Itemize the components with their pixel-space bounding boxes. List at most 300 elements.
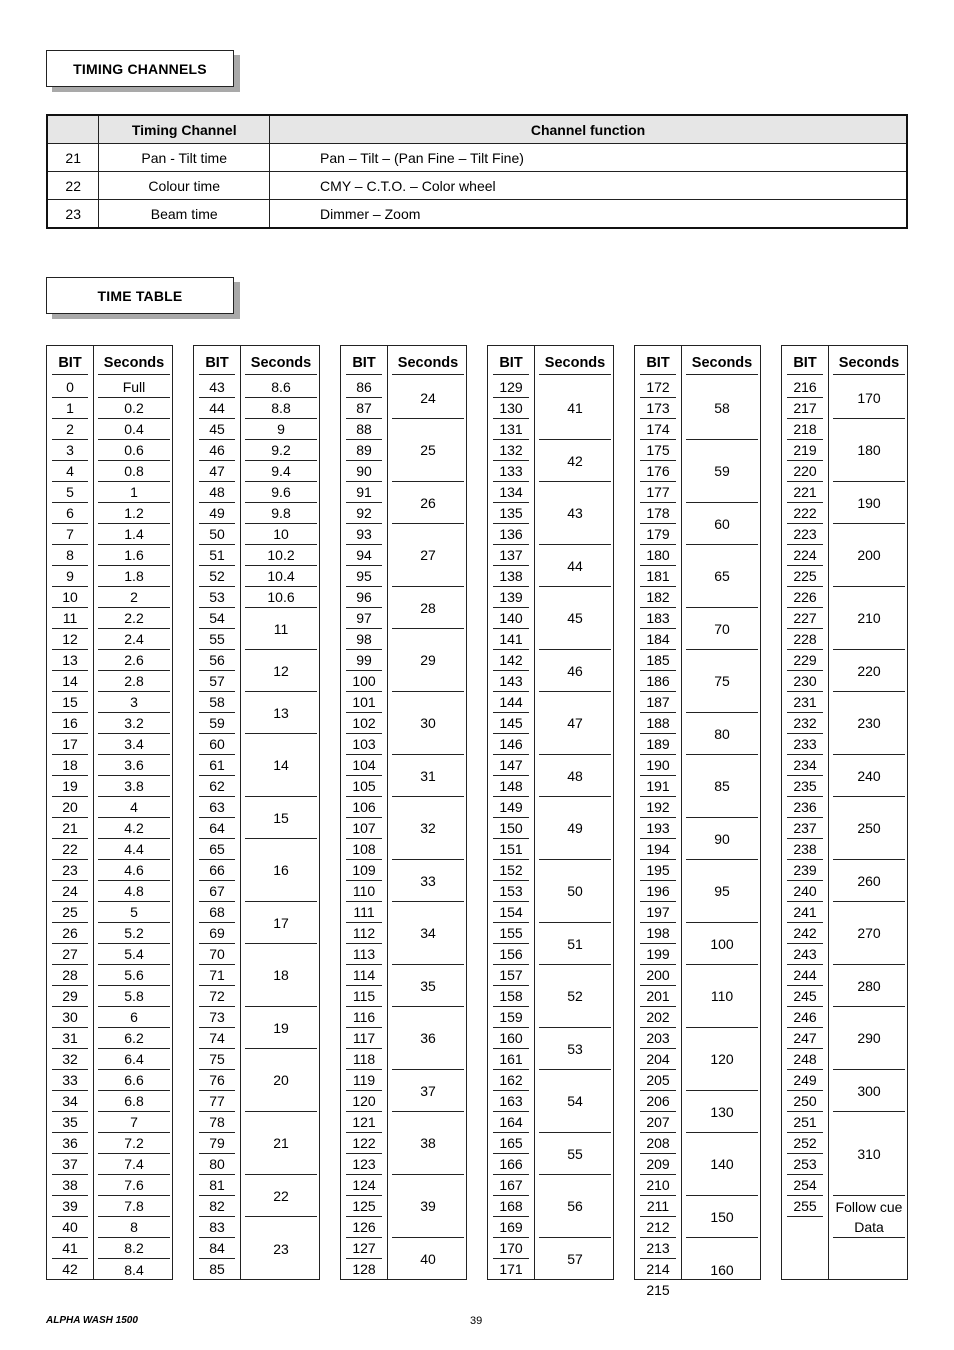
bit-value: 250 xyxy=(787,1091,823,1112)
bit-value: 7 xyxy=(52,524,88,545)
bit-value: 116 xyxy=(346,1007,382,1028)
seconds-value: 36 xyxy=(392,1007,464,1070)
bit-value: 218 xyxy=(787,419,823,440)
seconds-value: Follow cue Data xyxy=(833,1196,905,1238)
bit-value: 82 xyxy=(199,1196,235,1217)
bit-value: 123 xyxy=(346,1154,382,1175)
seconds-value: 24 xyxy=(392,377,464,419)
seconds-value: 38 xyxy=(392,1112,464,1175)
bit-value: 48 xyxy=(199,482,235,503)
bit-value: 238 xyxy=(787,839,823,860)
bit-value: 166 xyxy=(493,1154,529,1175)
bit-value: 47 xyxy=(199,461,235,482)
bit-value: 58 xyxy=(199,692,235,713)
bit-value: 42 xyxy=(62,1261,78,1277)
bit-value: 39 xyxy=(52,1196,88,1217)
header-rule xyxy=(245,374,317,375)
bit-value: 168 xyxy=(493,1196,529,1217)
bit-value: 102 xyxy=(346,713,382,734)
seconds-value: 7.4 xyxy=(98,1154,170,1175)
bit-value: 209 xyxy=(640,1154,676,1175)
bit-value: 84 xyxy=(199,1238,235,1259)
bit-value: 150 xyxy=(493,818,529,839)
seconds-value: 55 xyxy=(539,1133,611,1175)
bit-value: 100 xyxy=(346,671,382,692)
bit-value: 71 xyxy=(199,965,235,986)
bit-value: 177 xyxy=(640,482,676,503)
seconds-value: 250 xyxy=(833,797,905,860)
seconds-value: 30 xyxy=(392,692,464,755)
seconds-value: 35 xyxy=(392,965,464,1007)
seconds-value: 59 xyxy=(686,440,758,503)
bit-value: 219 xyxy=(787,440,823,461)
timing-channels-table xyxy=(46,114,908,229)
bit-value: 105 xyxy=(346,776,382,797)
seconds-value: 6.8 xyxy=(98,1091,170,1112)
timing-row-channel: Beam time xyxy=(99,200,270,229)
bit-value: 130 xyxy=(493,398,529,419)
timing-row-num: 23 xyxy=(47,200,99,229)
seconds-value: 210 xyxy=(833,587,905,650)
seconds-value: 4.4 xyxy=(98,839,170,860)
bit-value: 181 xyxy=(640,566,676,587)
seconds-value: 18 xyxy=(245,944,317,1007)
bit-value: 178 xyxy=(640,503,676,524)
bit-value: 3 xyxy=(52,440,88,461)
bit-value: 185 xyxy=(640,650,676,671)
bit-value: 121 xyxy=(346,1112,382,1133)
bit-value: 153 xyxy=(493,881,529,902)
header-rule xyxy=(346,374,382,375)
bit-value: 117 xyxy=(346,1028,382,1049)
bit-value: 149 xyxy=(493,797,529,818)
seconds-value: 44 xyxy=(539,545,611,587)
bit-value: 95 xyxy=(346,566,382,587)
bit-value: 5 xyxy=(52,482,88,503)
seconds-value: 0.6 xyxy=(98,440,170,461)
header-rule xyxy=(392,374,464,375)
bit-value: 112 xyxy=(346,923,382,944)
bit-value: 214 xyxy=(640,1259,676,1280)
bit-value: 134 xyxy=(493,482,529,503)
bit-value: 89 xyxy=(346,440,382,461)
seconds-value: 39 xyxy=(392,1175,464,1238)
header-rule xyxy=(199,374,235,375)
bit-value: 73 xyxy=(199,1007,235,1028)
seconds-value: 180 xyxy=(833,419,905,482)
bit-value: 49 xyxy=(199,503,235,524)
bit-value: 31 xyxy=(52,1028,88,1049)
bit-value: 201 xyxy=(640,986,676,1007)
bit-value: 241 xyxy=(787,902,823,923)
bit-value: 37 xyxy=(52,1154,88,1175)
bit-value: 207 xyxy=(640,1112,676,1133)
bit-value: 165 xyxy=(493,1133,529,1154)
seconds-value: 6.6 xyxy=(98,1070,170,1091)
seconds-value: 6 xyxy=(98,1007,170,1028)
header-rule xyxy=(640,374,676,375)
seconds-value: 0.8 xyxy=(98,461,170,482)
bit-value: 127 xyxy=(346,1238,382,1259)
bit-value: 76 xyxy=(199,1070,235,1091)
timing-header-num xyxy=(47,115,99,144)
bit-header: BIT xyxy=(646,355,670,371)
bit-value: 189 xyxy=(640,734,676,755)
bit-value: 10 xyxy=(52,587,88,608)
bit-value: 176 xyxy=(640,461,676,482)
seconds-value: 4.8 xyxy=(98,881,170,902)
bit-value: 53 xyxy=(199,587,235,608)
seconds-value: 12 xyxy=(245,650,317,692)
seconds-value: 53 xyxy=(539,1028,611,1070)
bit-value: 159 xyxy=(493,1007,529,1028)
bit-value: 203 xyxy=(640,1028,676,1049)
bit-value: 204 xyxy=(640,1049,676,1070)
bit-value: 16 xyxy=(52,713,88,734)
timing-row-function: Dimmer – Zoom xyxy=(270,200,907,229)
timing-row-channel: Colour time xyxy=(99,172,270,200)
bit-value: 65 xyxy=(199,839,235,860)
seconds-value: 21 xyxy=(245,1112,317,1175)
bit-value: 192 xyxy=(640,797,676,818)
seconds-value: 19 xyxy=(245,1007,317,1049)
bit-value: 184 xyxy=(640,629,676,650)
bit-value: 222 xyxy=(787,503,823,524)
bit-value: 190 xyxy=(640,755,676,776)
bit-value: 148 xyxy=(493,776,529,797)
seconds-value: 90 xyxy=(686,818,758,860)
seconds-value: 43 xyxy=(539,482,611,545)
seconds-value: 9.2 xyxy=(245,440,317,461)
time-table-column-4 xyxy=(487,345,614,1280)
bit-value: 162 xyxy=(493,1070,529,1091)
seconds-value: 3.4 xyxy=(98,734,170,755)
bit-value: 27 xyxy=(52,944,88,965)
bit-value: 75 xyxy=(199,1049,235,1070)
bit-value: 63 xyxy=(199,797,235,818)
bit-value: 226 xyxy=(787,587,823,608)
seconds-value: 240 xyxy=(833,755,905,797)
bit-value: 64 xyxy=(199,818,235,839)
seconds-value: 95 xyxy=(686,860,758,923)
bit-value: 68 xyxy=(199,902,235,923)
footer-page-number: 39 xyxy=(470,1315,483,1327)
bit-value: 43 xyxy=(199,377,235,398)
seconds-value: 160 xyxy=(710,1261,734,1278)
bit-value: 124 xyxy=(346,1175,382,1196)
seconds-header: Seconds xyxy=(838,355,900,371)
seconds-value: 65 xyxy=(686,545,758,608)
bit-value: 143 xyxy=(493,671,529,692)
bit-value: 158 xyxy=(493,986,529,1007)
bit-value: 45 xyxy=(199,419,235,440)
seconds-value: 70 xyxy=(686,608,758,650)
bit-value: 244 xyxy=(787,965,823,986)
bit-value: 206 xyxy=(640,1091,676,1112)
bit-value: 50 xyxy=(199,524,235,545)
bit-value: 225 xyxy=(787,566,823,587)
bit-value: 170 xyxy=(493,1238,529,1259)
seconds-value: 22 xyxy=(245,1175,317,1217)
seconds-value: 34 xyxy=(392,902,464,965)
bit-value: 167 xyxy=(493,1175,529,1196)
seconds-value: 6.2 xyxy=(98,1028,170,1049)
bit-value: 156 xyxy=(493,944,529,965)
seconds-value: 27 xyxy=(392,524,464,587)
bit-value: 205 xyxy=(640,1070,676,1091)
bit-value: 228 xyxy=(787,629,823,650)
bit-value: 70 xyxy=(199,944,235,965)
seconds-value: 28 xyxy=(392,587,464,629)
bit-value: 249 xyxy=(787,1070,823,1091)
seconds-value: 40 xyxy=(420,1251,436,1267)
seconds-value: 47 xyxy=(539,692,611,755)
bit-value: 33 xyxy=(52,1070,88,1091)
bit-value: 187 xyxy=(640,692,676,713)
bit-header: BIT xyxy=(499,355,523,371)
bit-value: 114 xyxy=(346,965,382,986)
bit-value: 194 xyxy=(640,839,676,860)
bit-value: 125 xyxy=(346,1196,382,1217)
bit-value: 223 xyxy=(787,524,823,545)
bit-value: 32 xyxy=(52,1049,88,1070)
seconds-value: 7 xyxy=(98,1112,170,1133)
timing-header-channel: Timing Channel xyxy=(99,115,270,144)
bit-value: 220 xyxy=(787,461,823,482)
bit-value: 199 xyxy=(640,944,676,965)
bit-value: 140 xyxy=(493,608,529,629)
bit-value: 36 xyxy=(52,1133,88,1154)
timing-channels-title-text: TIMING CHANNELS xyxy=(73,60,207,77)
time-table-title xyxy=(46,277,234,314)
bit-value: 38 xyxy=(52,1175,88,1196)
seconds-value: 9 xyxy=(245,419,317,440)
bit-header: BIT xyxy=(58,355,82,371)
bit-value: 60 xyxy=(199,734,235,755)
seconds-value: 4.2 xyxy=(98,818,170,839)
seconds-value: 5.2 xyxy=(98,923,170,944)
timing-row-function: CMY – C.T.O. – Color wheel xyxy=(270,172,907,200)
bit-value: 193 xyxy=(640,818,676,839)
table-row xyxy=(47,172,907,200)
bit-value: 120 xyxy=(346,1091,382,1112)
bit-value: 233 xyxy=(787,734,823,755)
seconds-value: 220 xyxy=(833,650,905,692)
seconds-value: 2.2 xyxy=(98,608,170,629)
seconds-value: 58 xyxy=(686,377,758,440)
bit-value: 90 xyxy=(346,461,382,482)
footer-product-name: ALPHA WASH 1500 xyxy=(46,1315,138,1326)
seconds-value: 85 xyxy=(686,755,758,818)
seconds-value: 9.4 xyxy=(245,461,317,482)
seconds-header: Seconds xyxy=(544,355,606,371)
bit-value: 245 xyxy=(787,986,823,1007)
bit-value: 91 xyxy=(346,482,382,503)
bit-value: 1 xyxy=(52,398,88,419)
bit-value: 92 xyxy=(346,503,382,524)
bit-value: 210 xyxy=(640,1175,676,1196)
seconds-value: 16 xyxy=(245,839,317,902)
seconds-value: 1 xyxy=(98,482,170,503)
bit-value: 98 xyxy=(346,629,382,650)
seconds-value: 290 xyxy=(833,1007,905,1070)
bit-value: 113 xyxy=(346,944,382,965)
bit-value: 4 xyxy=(52,461,88,482)
seconds-value: 110 xyxy=(686,965,758,1028)
bit-value: 182 xyxy=(640,587,676,608)
seconds-value: 270 xyxy=(833,902,905,965)
bit-value: 211 xyxy=(640,1196,676,1217)
bit-value: 154 xyxy=(493,902,529,923)
seconds-value: 54 xyxy=(539,1070,611,1133)
seconds-value: 48 xyxy=(539,755,611,797)
timing-channels-title xyxy=(46,50,234,87)
seconds-value: 3 xyxy=(98,692,170,713)
seconds-value: 42 xyxy=(539,440,611,482)
bit-value: 29 xyxy=(52,986,88,1007)
seconds-value: 4.6 xyxy=(98,860,170,881)
header-rule xyxy=(787,374,823,375)
seconds-value: 37 xyxy=(392,1070,464,1112)
bit-value: 56 xyxy=(199,650,235,671)
bit-value: 0 xyxy=(52,377,88,398)
bit-value: 172 xyxy=(640,377,676,398)
bit-value: 72 xyxy=(199,986,235,1007)
seconds-value: 51 xyxy=(539,923,611,965)
bit-value: 217 xyxy=(787,398,823,419)
seconds-header: Seconds xyxy=(250,355,312,371)
bit-value: 188 xyxy=(640,713,676,734)
seconds-value: 80 xyxy=(686,713,758,755)
bit-value: 54 xyxy=(199,608,235,629)
seconds-value: 11 xyxy=(245,608,317,650)
seconds-value: 300 xyxy=(833,1070,905,1112)
bit-value: 23 xyxy=(52,860,88,881)
bit-value: 216 xyxy=(787,377,823,398)
bit-header: BIT xyxy=(352,355,376,371)
bit-value: 179 xyxy=(640,524,676,545)
seconds-value: 23 xyxy=(273,1240,289,1257)
bit-value: 107 xyxy=(346,818,382,839)
bit-value: 229 xyxy=(787,650,823,671)
bit-value: 12 xyxy=(52,629,88,650)
bit-value: 174 xyxy=(640,419,676,440)
seconds-value: 3.2 xyxy=(98,713,170,734)
seconds-value: 9.6 xyxy=(245,482,317,503)
seconds-value: 7.2 xyxy=(98,1133,170,1154)
bit-value: 252 xyxy=(787,1133,823,1154)
bit-value: 24 xyxy=(52,881,88,902)
seconds-value: 52 xyxy=(539,965,611,1028)
bit-value: 230 xyxy=(787,671,823,692)
bit-value: 145 xyxy=(493,713,529,734)
time-table-column-2 xyxy=(193,345,320,1280)
seconds-value: 29 xyxy=(392,629,464,692)
bit-value: 6 xyxy=(52,503,88,524)
bit-value: 129 xyxy=(493,377,529,398)
seconds-value: 8.8 xyxy=(245,398,317,419)
seconds-value: 1.2 xyxy=(98,503,170,524)
bit-value: 110 xyxy=(346,881,382,902)
seconds-header: Seconds xyxy=(691,355,753,371)
time-table-column-6 xyxy=(781,345,908,1280)
seconds-value: 1.4 xyxy=(98,524,170,545)
bit-value: 81 xyxy=(199,1175,235,1196)
bit-value: 88 xyxy=(346,419,382,440)
bit-value: 169 xyxy=(493,1217,529,1238)
bit-value: 243 xyxy=(787,944,823,965)
bit-value: 133 xyxy=(493,461,529,482)
seconds-value: 7.6 xyxy=(98,1175,170,1196)
bit-value: 239 xyxy=(787,860,823,881)
bit-value: 232 xyxy=(787,713,823,734)
bit-value: 2 xyxy=(52,419,88,440)
bit-value: 255 xyxy=(787,1196,823,1217)
bit-value: 55 xyxy=(199,629,235,650)
seconds-value: 310 xyxy=(833,1112,905,1196)
bit-value: 51 xyxy=(199,545,235,566)
bit-value: 147 xyxy=(493,755,529,776)
seconds-value: 49 xyxy=(539,797,611,860)
bit-value: 131 xyxy=(493,419,529,440)
bit-value: 67 xyxy=(199,881,235,902)
bit-value: 253 xyxy=(787,1154,823,1175)
bit-value: 242 xyxy=(787,923,823,944)
bit-value: 108 xyxy=(346,839,382,860)
bit-value: 221 xyxy=(787,482,823,503)
bit-value: 141 xyxy=(493,629,529,650)
seconds-value: 280 xyxy=(833,965,905,1007)
timing-row-num: 22 xyxy=(47,172,99,200)
bit-value: 136 xyxy=(493,524,529,545)
bit-value: 85 xyxy=(209,1261,225,1277)
seconds-value: 2 xyxy=(98,587,170,608)
bit-value: 103 xyxy=(346,734,382,755)
header-rule xyxy=(52,374,88,375)
bit-header: BIT xyxy=(793,355,817,371)
header-rule xyxy=(686,374,758,375)
time-table-column-1 xyxy=(46,345,173,1280)
bit-value: 202 xyxy=(640,1007,676,1028)
seconds-value: 3.8 xyxy=(98,776,170,797)
seconds-value: 170 xyxy=(833,377,905,419)
bit-value: 234 xyxy=(787,755,823,776)
bit-value: 122 xyxy=(346,1133,382,1154)
bit-value: 86 xyxy=(346,377,382,398)
seconds-value: 230 xyxy=(833,692,905,755)
seconds-value: 130 xyxy=(686,1091,758,1133)
bit-value: 175 xyxy=(640,440,676,461)
bit-value: 101 xyxy=(346,692,382,713)
bit-value: 146 xyxy=(493,734,529,755)
bit-value: 118 xyxy=(346,1049,382,1070)
bit-value: 208 xyxy=(640,1133,676,1154)
bit-value: 138 xyxy=(493,566,529,587)
seconds-value: 140 xyxy=(686,1133,758,1196)
bit-value: 57 xyxy=(199,671,235,692)
bit-value: 74 xyxy=(199,1028,235,1049)
bit-value: 28 xyxy=(52,965,88,986)
seconds-value: 1.8 xyxy=(98,566,170,587)
seconds-value: 2.8 xyxy=(98,671,170,692)
time-table-title-text: TIME TABLE xyxy=(97,287,183,304)
seconds-value: 4 xyxy=(98,797,170,818)
timing-row-num: 21 xyxy=(47,144,99,172)
bit-value: 109 xyxy=(346,860,382,881)
bit-value: 13 xyxy=(52,650,88,671)
bit-value: 19 xyxy=(52,776,88,797)
seconds-value: 5 xyxy=(98,902,170,923)
